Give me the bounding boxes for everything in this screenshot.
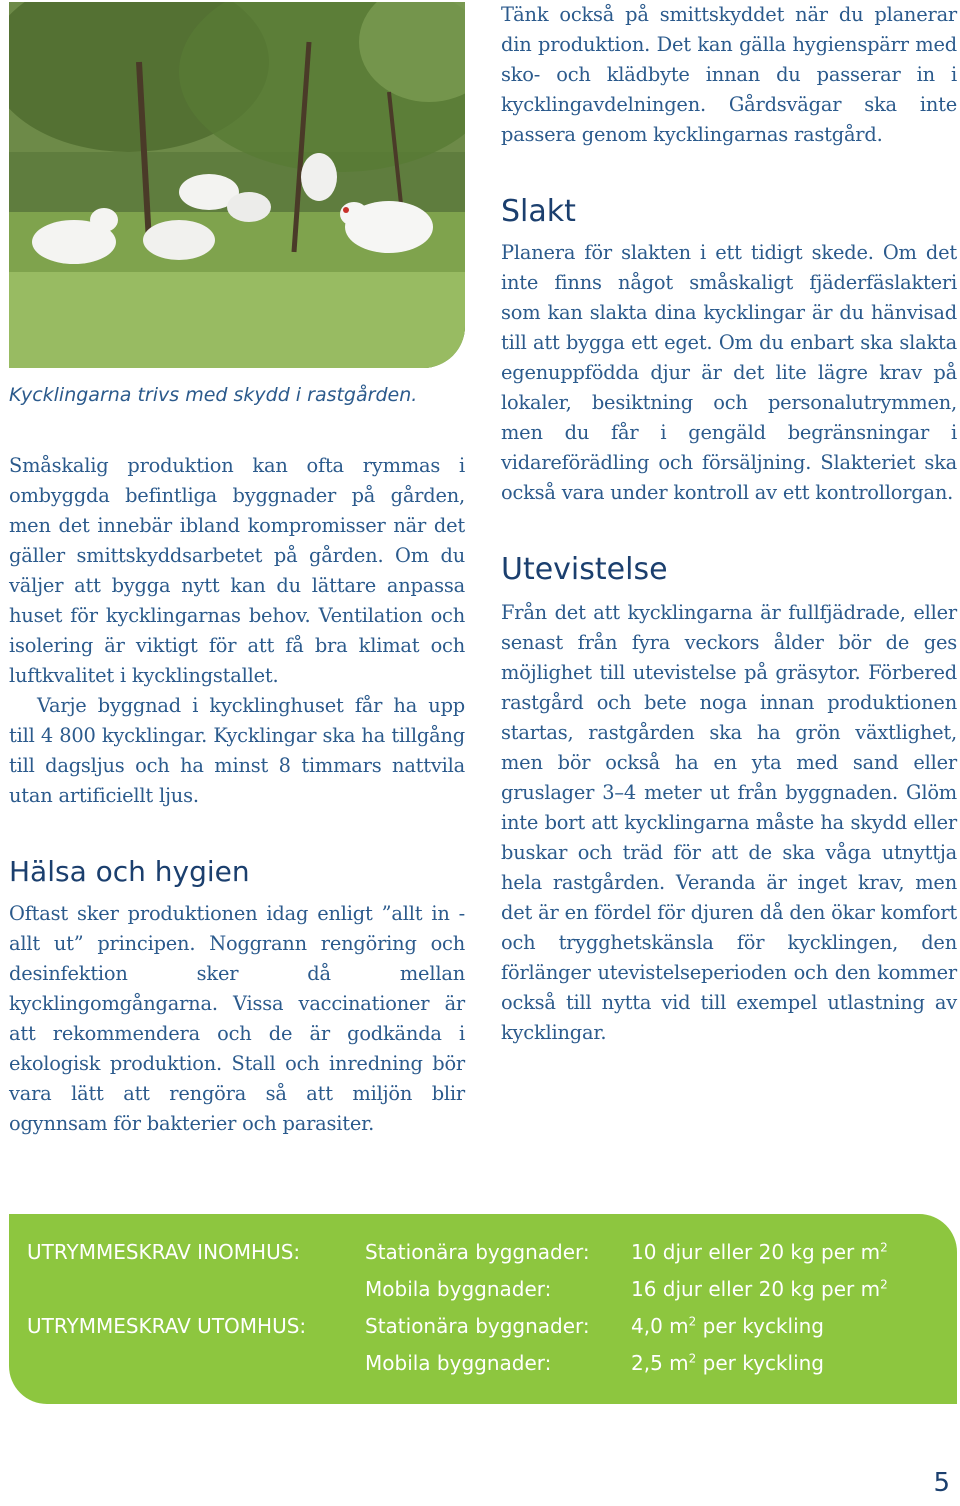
heading-health-hygiene: Hälsa och hygien <box>9 855 250 888</box>
right-column <box>501 0 957 1048</box>
indoor-requirements-label: UTRYMMESKRAV INOMHUS: <box>27 1240 301 1264</box>
requirement-value: 4,0 $m^2$ per kyckling <box>631 1314 825 1338</box>
requirement-type: Stationära byggnader: <box>365 1314 590 1338</box>
paragraph-capacity: Varje byggnad i kycklinghuset får ha upp till 4 800 kycklingar. Kycklingar ska ha tillgång till dagsljus och ha minst 8 timmars nattvila utan artificiellt ljus. <box>9 694 465 807</box>
space-requirements-box <box>9 1214 957 1404</box>
chickens-photo <box>9 2 465 368</box>
paragraph-building: Småskalig produktion kan ofta rymmas i ombyggda befintliga byggnader på gården, men det innebär ibland kompromisser när det gäller smittskyddsarbetet på gården. Om du väljer att bygga nytt kan du lättare anpassa huset för kycklingarnas behov. Ventilation och isolering är viktigt för att få bra klimat och luftkvalitet i kycklingstallet. <box>9 454 465 687</box>
outdoor-requirements-label: UTRYMMESKRAV UTOMHUS: <box>27 1314 307 1338</box>
paragraph-hygiene: Oftast sker produktionen idag enligt ”allt in - allt ut” principen. Noggrann rengöring och desinfektion sker då mellan kycklingomgångarna. Vissa vaccinationer är att rekommendera och de är godkända i ekologisk produktion. Stall och inredning bör vara lätt att rengöra så att miljön blir ogynnsam för bakterier och parasiter. <box>9 902 465 1135</box>
requirement-value: 16 djur eller 20 kg per $m^2$ <box>631 1277 888 1301</box>
requirement-value: 2,5 $m^2$ per kyckling <box>631 1351 825 1375</box>
left-column <box>9 451 465 1139</box>
paragraph-infection-control: Tänk också på smittskyddet när du planerar din produktion. Det kan gälla hygienspärr med sko- och klädbyte innan du passerar in i kycklingavdelningen. Gårdsvägar ska inte passera genom kycklingarnas rastgård. <box>501 3 957 146</box>
photo-caption: Kycklingarna trivs med skydd i rastgården. <box>9 384 418 406</box>
page-number: 5 <box>933 1468 950 1498</box>
requirement-type: Mobila byggnader: <box>365 1277 552 1301</box>
heading-slaughter: Slakt <box>501 194 576 229</box>
paragraph-slaughter: Planera för slakten i ett tidigt skede. Om det inte finns något småskaligt fjäderfäslakteri som kan slakta dina kycklingar är du hänvisad till att bygga ett eget. Om du enbart ska slakta egenuppfödda djur är det lite lägre krav på lokaler, besiktning och personalutrymmen, men du får i gengäld begränsningar i vidareförädling och försäljning. Slakteriet ska också vara under kontroll av ett kontrollorgan. <box>501 241 957 504</box>
heading-outdoor: Utevistelse <box>501 552 668 587</box>
paragraph-outdoor: Från det att kycklingarna är fullfjädrade, eller senast från fyra veckors ålder bör de ges möjlighet till utevistelse på gräsytor. Förbered rastgård och bete noga innan produktionen startas, rastgården ska ha grön växtlighet, men bör också ha en yta med sand eller gruslager 3–4 meter ut från byggnaden. Glöm inte bort att kycklingarna måste ha skydd eller buskar och träd för att de ska våga utnyttja hela rastgården. Veranda är inget krav, men det är en fördel för djuren då den ökar komfort och trygghetskänsla för kycklingen, den förlänger utevistelseperioden och den kommer också till nytta vid till exempel utlastning av kycklingar. <box>501 601 957 1044</box>
requirement-type: Stationära byggnader: <box>365 1240 590 1264</box>
requirement-type: Mobila byggnader: <box>365 1351 552 1375</box>
requirement-value: 10 djur eller 20 kg per $m^2$ <box>631 1240 888 1264</box>
